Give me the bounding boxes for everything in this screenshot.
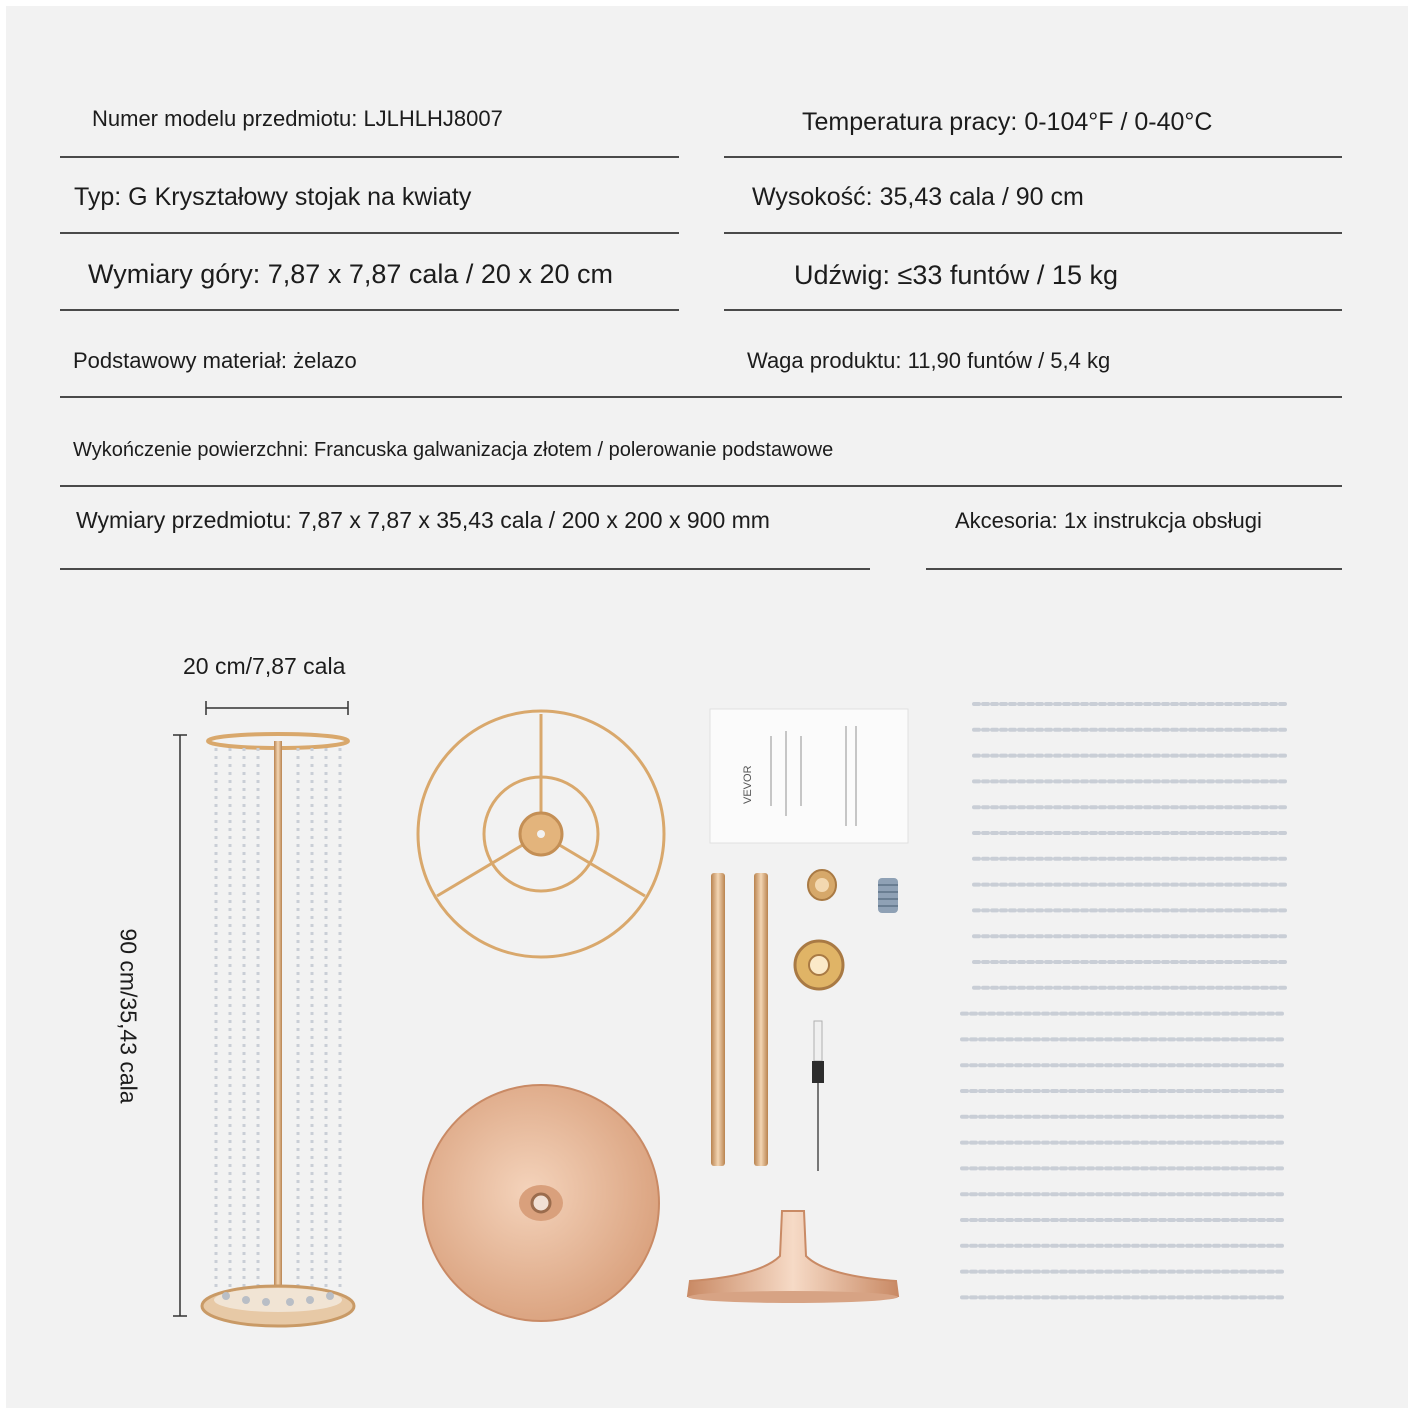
height-dimension-line: [173, 735, 187, 1316]
width-dimension-label: 20 cm/7,87 cala: [183, 653, 346, 679]
spec-item-dimensions: Wymiary przedmiotu: 7,87 x 7,87 x 35,43 cala / 200 x 200 x 900 mm: [76, 507, 770, 533]
crystal-strands-image: [962, 704, 1286, 1297]
spec-product-weight: Waga produktu: 11,90 funtów / 5,4 kg: [747, 348, 1111, 373]
hardware-parts-image: [795, 870, 898, 1171]
base-pedestal-image: [688, 1211, 898, 1303]
spec-surface-finish: Wykończenie powierzchni: Francuska galwanizacja złotem / polerowanie podstawowe: [73, 439, 834, 461]
spec-operating-temperature: Temperatura pracy: 0-104°F / 0-40°C: [802, 108, 1213, 136]
spec-accessories: Akcesoria: 1x instrukcja obsługi: [955, 508, 1262, 533]
instruction-manual-image: [710, 709, 908, 843]
spec-type: Typ: G Kryształowy stojak na kwiaty: [74, 183, 472, 211]
pole-pieces-image: [711, 873, 768, 1166]
product-spec-sheet: [6, 6, 1408, 1408]
manual-brand-text: VEVOR: [742, 765, 754, 804]
top-ring-frame-image: [418, 711, 664, 957]
spec-load-capacity: Udźwig: ≤33 funtów / 15 kg: [794, 260, 1118, 290]
assembled-stand-image: [202, 734, 354, 1326]
spec-height: Wysokość: 35,43 cala / 90 cm: [752, 183, 1084, 211]
width-dimension-line: [206, 701, 348, 715]
product-diagram: [6, 6, 1408, 1408]
spec-top-dimensions: Wymiary góry: 7,87 x 7,87 cala / 20 x 20 cm: [88, 259, 613, 289]
spec-base-material: Podstawowy materiał: żelazo: [73, 348, 357, 373]
base-dish-image: [423, 1085, 659, 1321]
height-dimension-label: 90 cm/35,43 cala: [115, 928, 142, 1104]
spec-model-number: Numer modelu przedmiotu: LJLHLHJ8007: [92, 106, 503, 131]
